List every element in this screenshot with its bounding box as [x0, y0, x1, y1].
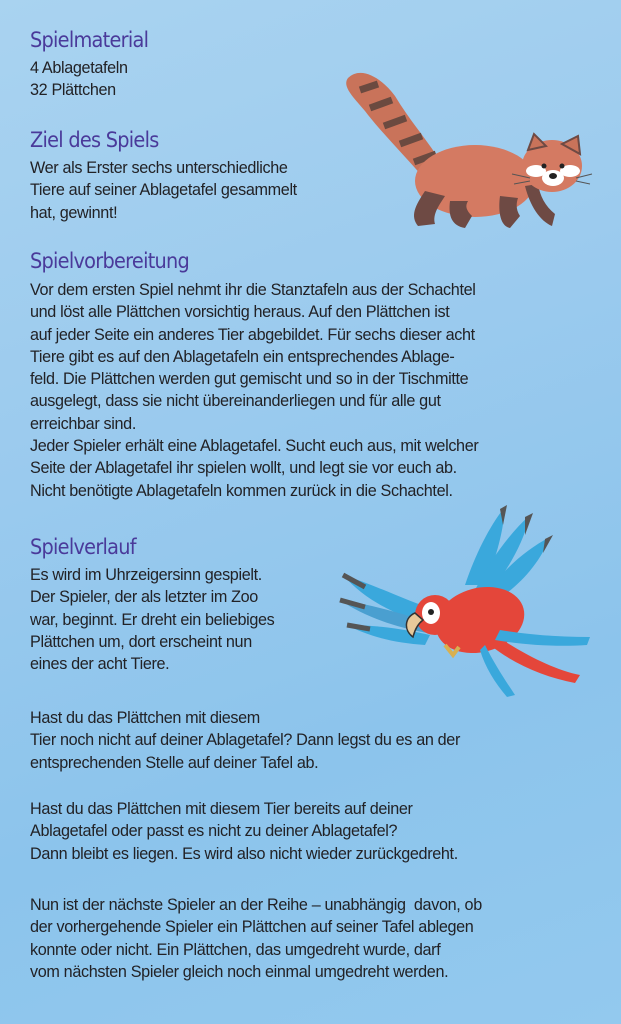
text-line: Plättchen um, dort erscheint nun: [30, 632, 252, 651]
heading-spielverlauf: Spielverlauf: [30, 535, 136, 559]
text-line: war, beginnt. Er dreht ein beliebiges: [30, 610, 275, 629]
text-line: Nun ist der nächste Spieler an der Reihe – unabhängig davon, ob: [30, 896, 482, 914]
parrot-icon: [335, 505, 595, 700]
text-line: Ablagetafel oder passt es nicht zu deiner Ablagetafel?: [30, 822, 398, 841]
red-panda-icon: [340, 66, 600, 241]
text-line: der vorhergehende Spieler ein Plättchen auf seiner Tafel ablegen: [30, 918, 474, 937]
gameplay-paragraph-4: [30, 894, 482, 983]
text-line: konnte oder nicht. Ein Plättchen, das umgedreht wurde, darf: [30, 940, 441, 959]
heading-ziel-des-spiels: Ziel des Spiels: [30, 128, 159, 152]
text-line: Jeder Spieler erhält eine Ablagetafel. Sucht euch aus, mit welcher: [30, 437, 479, 456]
text-line: ausgelegt, dass sie nicht übereinanderliegen und für alle gut: [30, 392, 441, 411]
gameplay-paragraph-3: [30, 798, 458, 865]
text-line: eines der acht Tiere.: [30, 655, 170, 674]
goal-text: [30, 157, 297, 224]
text-line: Tier noch nicht auf deiner Ablagetafel? Dann legst du es an der: [30, 731, 460, 750]
text-line: Der Spieler, der als letzter im Zoo: [30, 588, 258, 607]
heading-spielmaterial: Spielmaterial: [30, 28, 149, 52]
text-line: Tiere auf seiner Ablagetafel gesammelt: [30, 181, 297, 200]
text-line: Dann bleibt es liegen. Es wird also nicht wieder zurückgedreht.: [30, 844, 458, 863]
text-line: Hast du das Plättchen mit diesem Tier bereits auf deiner: [30, 800, 413, 818]
text-line: Vor dem ersten Spiel nehmt ihr die Stanztafeln aus der Schachtel: [30, 281, 476, 299]
text-line: Tiere gibt es auf den Ablagetafeln ein entsprechendes Ablage-: [30, 347, 455, 366]
text-line: Hast du das Plättchen mit diesem: [30, 709, 260, 727]
text-line: erreichbar sind.: [30, 414, 136, 433]
text-line: Wer als Erster sechs unterschiedliche: [30, 159, 288, 177]
heading-spielvorbereitung: Spielvorbereitung: [30, 249, 190, 273]
text-line: Seite der Ablagetafel ihr spielen wollt, und legt sie vor euch ab.: [30, 459, 457, 478]
text-line: Es wird im Uhrzeigersinn gespielt.: [30, 566, 262, 584]
text-line: vom nächsten Spieler gleich noch einmal umgedreht werden.: [30, 962, 449, 981]
text-line: auf jeder Seite ein anderes Tier abgebildet. Für sechs dieser acht: [30, 325, 475, 344]
material-item: 32 Plättchen: [30, 81, 116, 100]
material-item: 4 Ablagetafeln: [30, 59, 128, 77]
text-line: Nicht benötigte Ablagetafeln kommen zurück in die Schachtel.: [30, 481, 453, 500]
text-line: entsprechenden Stelle auf deiner Tafel ab.: [30, 753, 319, 772]
gameplay-paragraph-2: [30, 707, 460, 774]
gameplay-paragraph-1: [30, 564, 274, 675]
text-line: und löst alle Plättchen vorsichtig heraus. Auf den Plättchen ist: [30, 303, 450, 322]
material-list: [30, 57, 128, 102]
text-line: hat, gewinnt!: [30, 203, 118, 222]
text-line: feld. Die Plättchen werden gut gemischt und so in der Tischmitte: [30, 370, 469, 389]
setup-text: [30, 279, 478, 502]
